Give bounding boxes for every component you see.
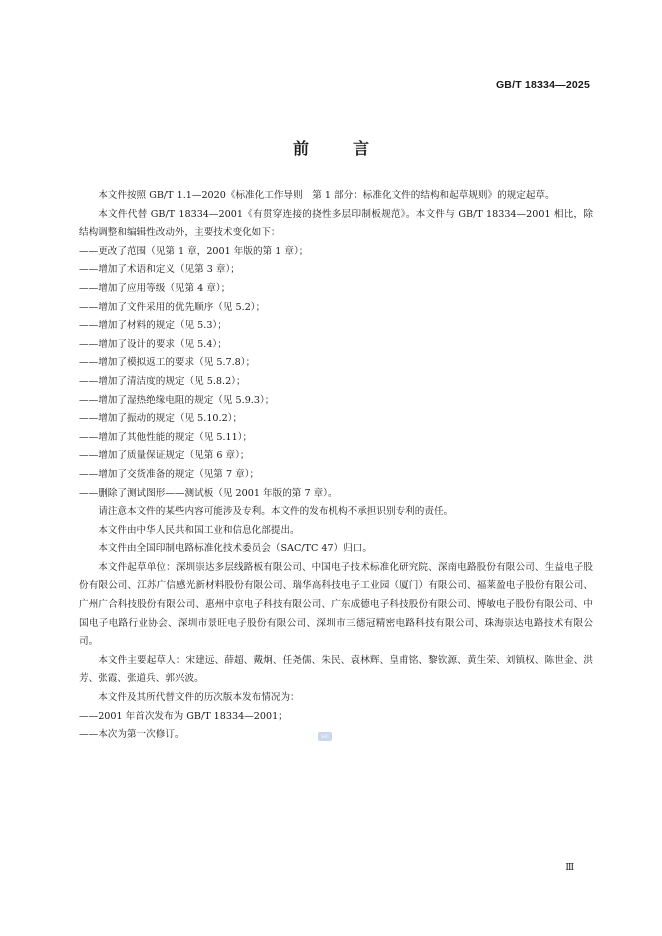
change-item: ——增加了应用等级（见第 4 章）； [79, 282, 231, 294]
page-title: 前 言 [292, 139, 383, 158]
change-item: ——删除了测试图形——测试板（见 2001 年版的第 7 章）。 [79, 487, 338, 499]
change-item: ——增加了模拟返工的要求（见 5.7.8）； [79, 357, 256, 369]
foreword-body [79, 187, 593, 745]
history-item: ——2001 年首次发布为 GB/T 18334—2001； [79, 710, 288, 722]
paragraph-committee: 本文件由全国印制电路标准化技术委员会（SAC/TC 47）归口。 [98, 543, 372, 555]
change-item: ——更改了范围（见第 1 章，2001 年版的第 1 章）； [79, 245, 309, 257]
page-number: Ⅲ [565, 863, 574, 873]
paragraph-drafting-rules: 本文件按照 GB/T 1.1—2020《标准化工作导则 第 1 部分：标准化文件的结构和起草规则》的规定起草。 [98, 190, 555, 201]
change-item: ——增加了振动的规定（见 5.10.2）； [79, 413, 243, 425]
watermark-logo: SAC [318, 732, 332, 741]
standard-code: GB/T 18334—2025 [495, 79, 590, 91]
change-item: ——增加了质量保证规定（见第 6 章）； [79, 450, 250, 462]
paragraph-drafters: 本文件主要起草人：宋建远、薛超、戴炯、任尧儒、朱民、袁林辉、皇甫铭、黎钦源、黄生荣、刘镇权、陈世金、洪芳、张霞、张道兵、郭兴波。 [79, 654, 593, 685]
paragraph-replacement: 本文件代替 GB/T 18334—2001《有贯穿连接的挠性多层印制板规范》。本文件与 GB/T 18334—2001 相比，除结构调整和编辑性改动外，主要技术变化如下： [79, 208, 593, 239]
paragraph-patent-notice: 请注意本文件的某些内容可能涉及专利。本文件的发布机构不承担识别专利的责任。 [98, 506, 454, 518]
change-item: ——增加了其他性能的规定（见 5.11）； [79, 431, 253, 443]
paragraph-drafting-units: 本文件起草单位：深圳崇达多层线路板有限公司、中国电子技术标准化研究院、深南电路股份有限公司、生益电子股份有限公司、江苏广信感光新材料股份有限公司、瑞华高科技电子工业园（厦门）有限公司、福莱盈电子股份有限公司、广州广合科技股份有限公司、惠州中京电子科技有限公司、广东成德电子科技股份有限公司、博敏电子股份有限公司、中国电子电路行业协会、深圳市景旺电子股份有限公司、深圳市三德冠精密电路科技有限公司、珠海崇达电路技术有限公司。 [79, 561, 593, 648]
change-item: ——增加了清洁度的规定（见 5.8.2）； [79, 375, 246, 387]
change-item: ——增加了文件采用的优先顺序（见 5.2）； [79, 301, 266, 313]
change-item: ——增加了交货准备的规定（见第 7 章）； [79, 468, 260, 480]
history-item: ——本次为第一次修订。 [79, 729, 185, 741]
paragraph-proposer: 本文件由中华人民共和国工业和信息化部提出。 [98, 524, 300, 536]
change-item: ——增加了湿热绝缘电阻的规定（见 5.9.3）； [79, 394, 275, 406]
change-item: ——增加了设计的要求（见 5.4）； [79, 338, 227, 350]
change-item: ——增加了材料的规定（见 5.3）； [79, 320, 227, 332]
change-item: ——增加了术语和定义（见第 3 章）； [79, 264, 240, 276]
paragraph-history-intro: 本文件及其所代替文件的历次版本发布情况为： [98, 692, 300, 704]
